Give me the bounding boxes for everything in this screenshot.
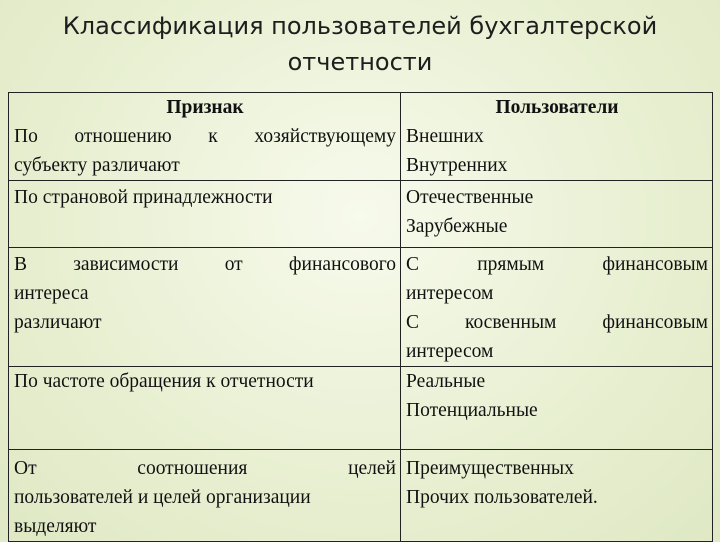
- title-line-1: Классификация пользователей бухгалтерской: [62, 12, 658, 40]
- criterion-cell: [9, 248, 401, 367]
- users-line: Преимущественных: [406, 458, 574, 479]
- table-row: [9, 450, 713, 542]
- criterion-line: По частоте обращения к отчетности: [14, 371, 314, 392]
- users-cell: [401, 248, 713, 367]
- criterion-cell: [9, 181, 401, 248]
- header-criterion: Признак: [166, 97, 244, 118]
- criterion-cell: [9, 450, 401, 542]
- users-line: Прочих пользователей.: [406, 487, 598, 508]
- criterion-cell: [9, 367, 401, 450]
- slide-title: [0, 8, 720, 80]
- users-line: Зарубежные: [406, 216, 508, 237]
- users-line: С прямым финансовым: [406, 254, 708, 275]
- criterion-line: выделяют: [14, 516, 97, 537]
- criterion-cell: [9, 93, 401, 181]
- table-row: [9, 248, 713, 367]
- users-line: С косвенным финансовым: [406, 312, 708, 333]
- users-line: Внутренних: [406, 155, 508, 176]
- criterion-line: интереса: [14, 283, 89, 304]
- criterion-line: различают: [14, 312, 102, 333]
- users-line: интересом: [406, 341, 494, 362]
- classification-table: [8, 92, 713, 542]
- classification-table-container: [8, 92, 712, 538]
- table-row: [9, 367, 713, 450]
- users-line: Внешних: [406, 126, 484, 147]
- title-line-2: отчетности: [287, 48, 433, 76]
- criterion-line: По отношению к хозяйствующему: [14, 126, 396, 147]
- users-line: Реальные: [406, 371, 486, 392]
- criterion-line: По страновой принадлежности: [14, 187, 273, 208]
- criterion-line: В зависимости от финансового: [14, 254, 396, 275]
- users-cell: [401, 93, 713, 181]
- users-cell: [401, 367, 713, 450]
- users-cell: [401, 181, 713, 248]
- users-cell: [401, 450, 713, 542]
- table-row: [9, 93, 713, 181]
- criterion-line: От соотношения целей: [14, 458, 396, 479]
- criterion-line: пользователей и целей организации: [14, 487, 311, 508]
- table-row: [9, 181, 713, 248]
- users-line: Потенциальные: [406, 400, 538, 421]
- users-line: Отечественные: [406, 187, 534, 208]
- criterion-line: субъекту различают: [14, 155, 180, 176]
- header-users: Пользователи: [495, 97, 619, 118]
- users-line: интересом: [406, 283, 494, 304]
